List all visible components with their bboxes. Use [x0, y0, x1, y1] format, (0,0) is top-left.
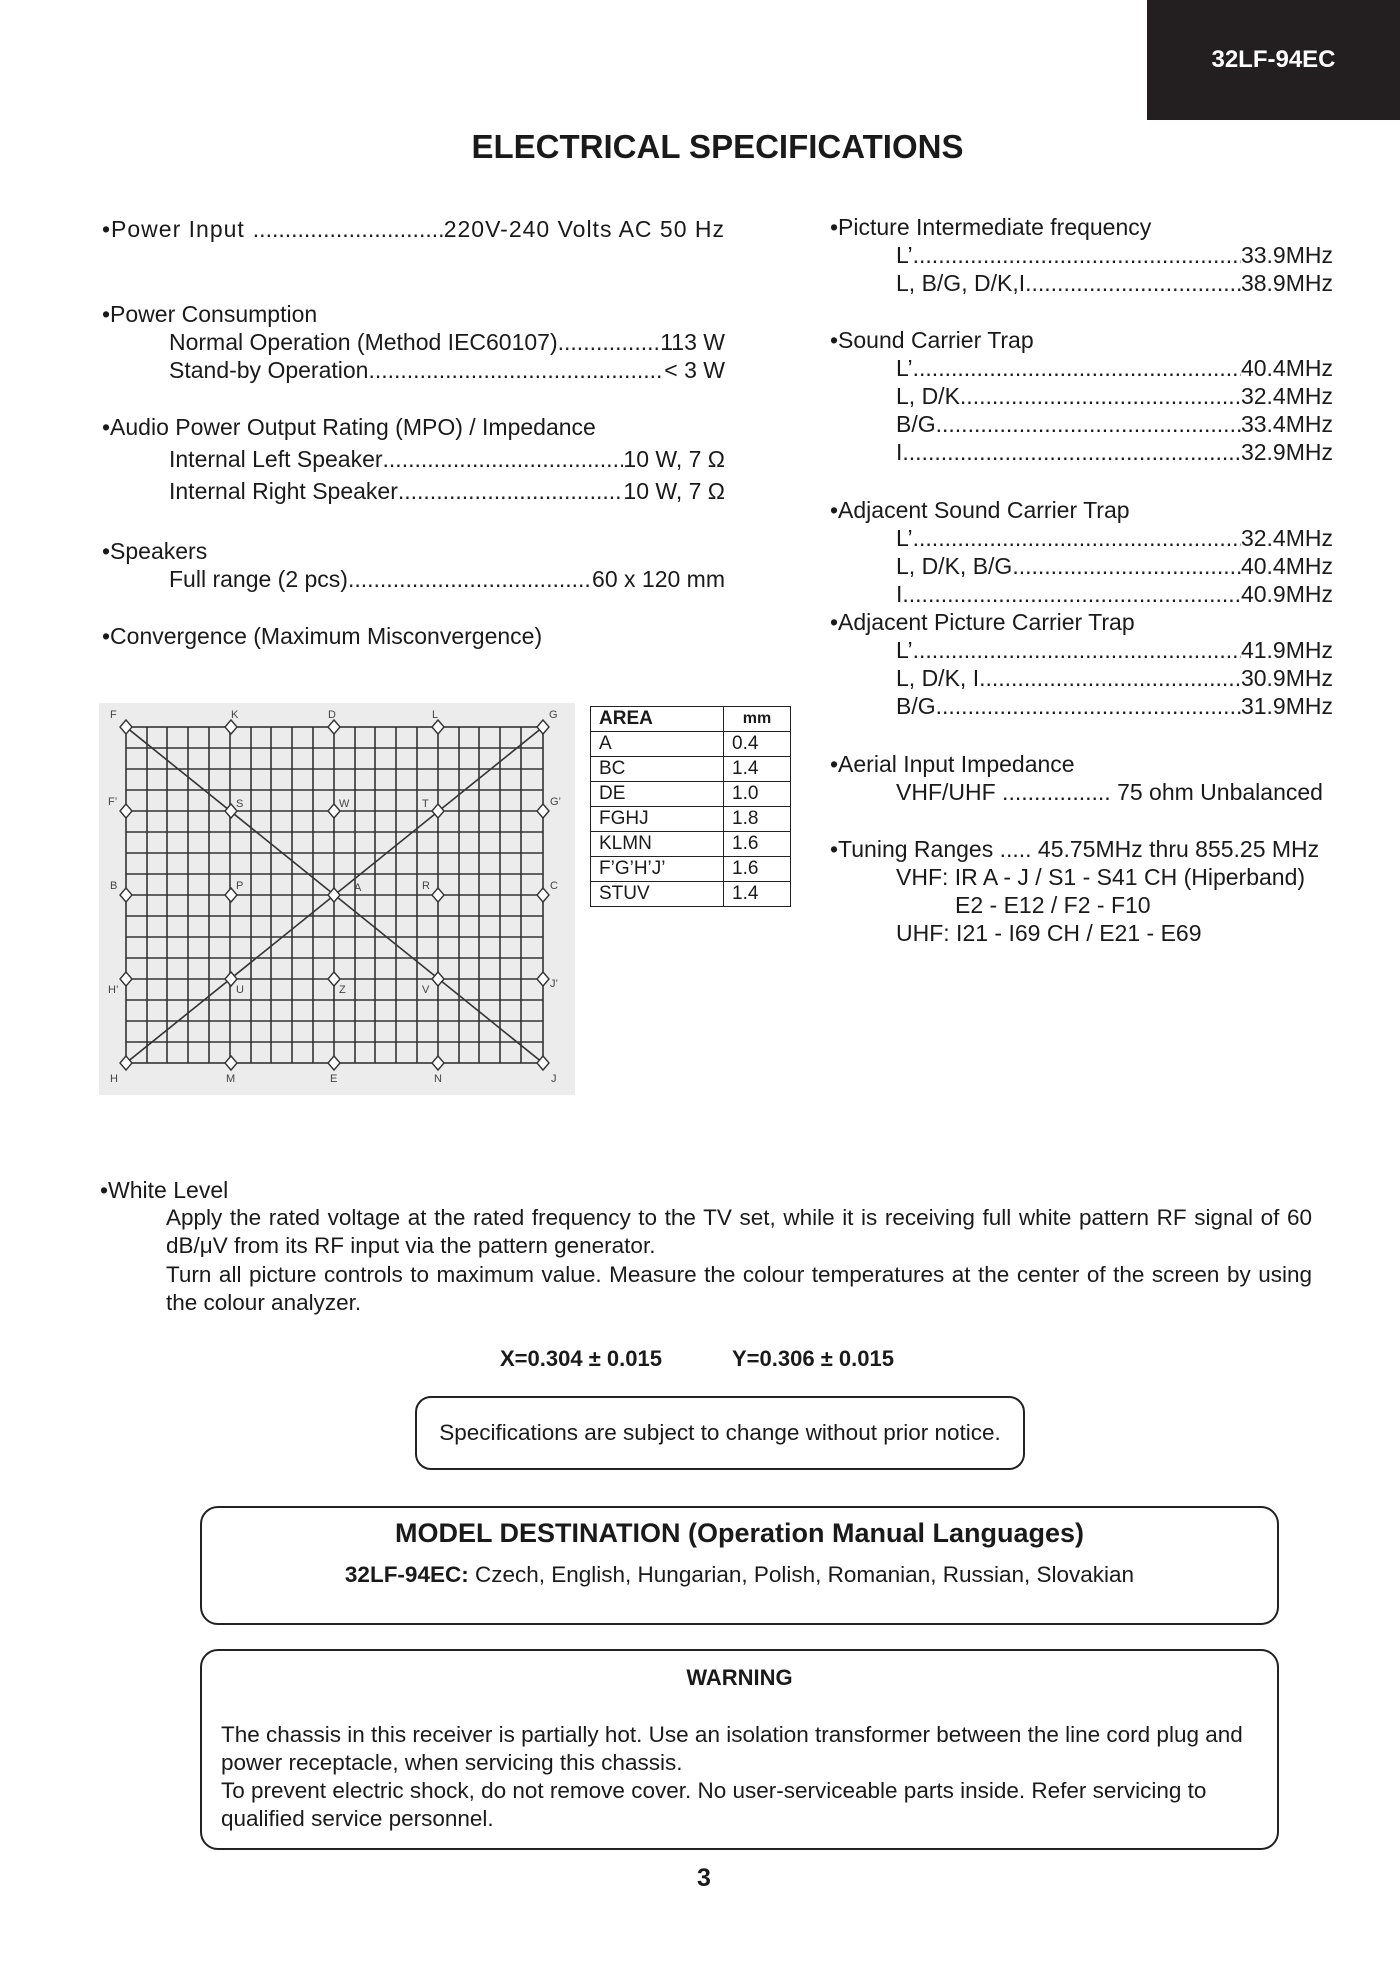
- spec-row: L, B/G, D/K,I ..... 38.9MHz: [896, 269, 1333, 297]
- grid-label: G: [549, 709, 558, 721]
- spec-row: L, D/K ..... 32.4MHz: [896, 382, 1333, 410]
- grid-label: V: [422, 984, 430, 996]
- grid-label: R: [422, 880, 430, 892]
- table-row: F’G’H’J’ 1.6: [591, 857, 791, 882]
- page-number: 3: [697, 1864, 711, 1892]
- convergence-heading: •Convergence (Maximum Misconvergence): [102, 623, 543, 649]
- tuning-vhf: VHF: IR A - J / S1 - S41 CH (Hiperband): [896, 864, 1306, 890]
- spec-row: L’ ..... 40.4MHz: [896, 354, 1333, 382]
- grid-label: B: [110, 880, 118, 892]
- adj-sound-trap-heading: •Adjacent Sound Carrier Trap: [830, 497, 1130, 523]
- spec-row: L, D/K, I ..... 30.9MHz: [896, 664, 1333, 692]
- convergence-diagram: [99, 703, 575, 1095]
- table-header: mm: [724, 707, 791, 732]
- sound-trap-heading: •Sound Carrier Trap: [830, 327, 1034, 353]
- spec-row: Stand-by Operation ..... < 3 W: [169, 356, 725, 384]
- grid-label: C: [550, 880, 558, 892]
- warning-title: WARNING: [686, 1665, 793, 1690]
- tuning-heading: •Tuning Ranges ..... 45.75MHz thru 855.25 MHz: [830, 836, 1320, 862]
- model-destination-line: [202, 1562, 1277, 1588]
- spec-row: Internal Right Speaker ..... 10 W, 7 Ω: [169, 477, 725, 505]
- spec-row: L’ ..... 41.9MHz: [896, 636, 1333, 664]
- model-tab: [1147, 0, 1400, 120]
- table-row: KLMN 1.6: [591, 832, 791, 857]
- spec-row: Normal Operation (Method IEC60107) ..... 113 W: [169, 328, 725, 356]
- spec-row: Internal Left Speaker ..... 10 W, 7 Ω: [169, 445, 725, 473]
- warning-para-1: The chassis in this receiver is partially hot. Use an isolation transformer between the line cord plug and power receptacle, when servicing this chassis.: [221, 1722, 1243, 1775]
- table-row: FGHJ 1.8: [591, 807, 791, 832]
- picture-if-heading: •Picture Intermediate frequency: [830, 214, 1152, 240]
- grid-label: M: [226, 1073, 236, 1085]
- grid-label: H’: [108, 984, 119, 996]
- model-number: 32LF-94EC: [1211, 46, 1336, 73]
- table-row: A 0.4: [591, 732, 791, 757]
- white-level-para-1: Apply the rated voltage at the rated frequency to the TV set, while it is receiving full white pattern RF signal of 60 dB/μV from its RF input via the pattern generator.: [166, 1205, 1312, 1258]
- grid-label: D: [328, 709, 336, 721]
- warning-box: [200, 1649, 1279, 1850]
- table-row: BC 1.4: [591, 757, 791, 782]
- grid-label: P: [236, 880, 244, 892]
- spec-row: I ..... 32.9MHz: [896, 438, 1333, 466]
- spec-notice-text: Specifications are subject to change without prior notice.: [439, 1420, 1001, 1445]
- power-input-value: 220V-240 Volts AC 50 Hz: [443, 216, 725, 242]
- grid-label: J: [551, 1073, 557, 1085]
- white-level-para-2: Turn all picture controls to maximum value. Measure the colour temperatures at the center of the screen by using the colour analyzer.: [166, 1262, 1312, 1315]
- audio-heading: •Audio Power Output Rating (MPO) / Impedance: [102, 414, 596, 440]
- warning-para-2: To prevent electric shock, do not remove cover. No user-serviceable parts inside. Refer servicing to qualified service personnel.: [221, 1778, 1207, 1831]
- aerial-value: VHF/UHF ................. 75 ohm Unbalanced: [896, 779, 1323, 805]
- aerial-heading: •Aerial Input Impedance: [830, 751, 1075, 777]
- area-table: [590, 706, 791, 907]
- model-destination-box: [200, 1506, 1279, 1625]
- grid-label: U: [236, 984, 244, 996]
- table-row: DE 1.0: [591, 782, 791, 807]
- white-level-y: Y=0.306 ± 0.015: [732, 1346, 894, 1371]
- grid-label: F’: [108, 796, 118, 808]
- grid-label: K: [231, 709, 239, 721]
- grid-label: A: [354, 882, 362, 894]
- spec-row: L, D/K, B/G ..... 40.4MHz: [896, 552, 1333, 580]
- grid-label: E: [330, 1073, 338, 1085]
- grid-label: Z: [339, 984, 346, 996]
- speakers-heading: •Speakers: [102, 538, 208, 564]
- power-consumption-heading: •Power Consumption: [102, 301, 318, 327]
- grid-label: L: [432, 709, 439, 721]
- grid-label: S: [236, 798, 244, 810]
- power-input-row: [102, 215, 725, 243]
- white-level-x: X=0.304 ± 0.015: [500, 1346, 662, 1371]
- spec-row: L’ ..... 33.9MHz: [896, 241, 1333, 269]
- adj-picture-trap-heading: •Adjacent Picture Carrier Trap: [830, 609, 1135, 635]
- table-header-row: [591, 707, 791, 732]
- tuning-vhf-2: E2 - E12 / F2 - F10: [955, 892, 1151, 918]
- spec-row: L’ ..... 32.4MHz: [896, 524, 1333, 552]
- power-input-label: •Power Input: [102, 216, 245, 242]
- spec-row: Full range (2 pcs) ..... 60 x 120 mm: [169, 565, 725, 593]
- grid-label: T: [422, 798, 429, 810]
- tuning-uhf: UHF: I21 - I69 CH / E21 - E69: [896, 920, 1202, 946]
- spec-row: B/G ..... 33.4MHz: [896, 410, 1333, 438]
- grid-label: N: [434, 1073, 442, 1085]
- grid-label: J’: [550, 978, 558, 990]
- table-row: STUV 1.4: [591, 882, 791, 907]
- model-destination-model: 32LF-94EC:: [344, 1562, 469, 1587]
- table-header: AREA: [591, 707, 724, 732]
- spec-row: B/G ..... 31.9MHz: [896, 692, 1333, 720]
- spec-row: I ..... 40.9MHz: [896, 580, 1333, 608]
- grid-label: F: [110, 709, 117, 721]
- spec-notice-box: [415, 1396, 1025, 1470]
- grid-label: H: [110, 1073, 118, 1085]
- page-title: ELECTRICAL SPECIFICATIONS: [471, 128, 964, 165]
- grid-label: G’: [550, 796, 561, 808]
- grid-label: W: [339, 798, 350, 810]
- model-destination-title: MODEL DESTINATION (Operation Manual Languages): [394, 1518, 1085, 1548]
- white-level-heading: •White Level: [100, 1177, 229, 1203]
- model-destination-languages: Czech, English, Hungarian, Polish, Romanian, Russian, Slovakian: [468, 1562, 1135, 1587]
